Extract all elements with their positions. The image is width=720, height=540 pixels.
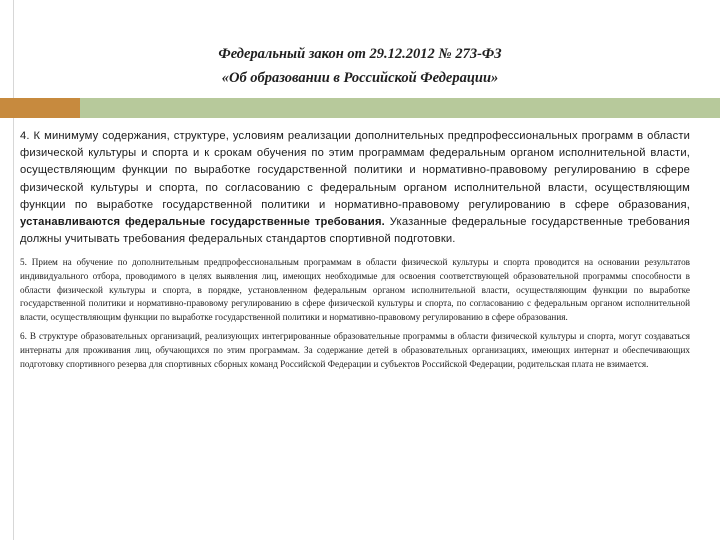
page-title bbox=[0, 42, 720, 90]
accent-band-right bbox=[80, 98, 720, 118]
paragraph-4 bbox=[20, 128, 690, 248]
accent-band-left bbox=[0, 98, 80, 118]
title-line-2: «Об образовании в Российской Федерации» bbox=[221, 70, 499, 86]
title-line-1: Федеральный закон от 29.12.2012 № 273-ФЗ bbox=[218, 46, 502, 62]
paragraph-6: 6. В структуре образовательных организаций, реализующих интегрированные образовательные программы в области физической культуры и спорта, могут создаваться интернаты для проживания лиц, обучающихся по этим программам. За содержание детей в образовательных организациях, имеющих интернат и обеспечивающих подготовку спортивного резерва для спортивных сборных команд Российской Федерации и субъектов Российской Федерации, родительская плата не взимается. bbox=[20, 331, 690, 369]
document-body bbox=[20, 128, 690, 377]
paragraph-5: 5. Прием на обучение по дополнительным предпрофессиональным программам в области физической культуры и спорта проводится на основании результатов индивидуального отбора, проводимого в целях выявления лиц, имеющих необходимые для освоения соответствующей образовательной программы способности в области физической культуры и спорта, в порядке, установленном федеральным органом исполнительной власти, осуществляющим функции по выработке государственной политики и нормативно-правовому регулированию в сфере физической культуры и спорта, по согласованию с федеральным органом исполнительной власти, осуществляющим функции по выработке государственной политики и нормативно-правовому регулированию в сфере образования. bbox=[20, 257, 690, 322]
paragraph-4-bold-text: устанавливаются федеральные государственные требования. bbox=[20, 216, 385, 229]
paragraph-4-text-end: Указанные федеральные государственные требования должны учитывать требования федеральных стандартов спортивной подготовки. bbox=[20, 216, 690, 246]
paragraph-4-text-start: 4. К минимуму содержания, структуре, условиям реализации дополнительных предпрофессиональных программ в области физической культуры и спорта и к срокам обучения по этим программам федеральным органом исполнительной власти, осуществляющим функции по выработке государственной политики и нормативно-правовому регулированию в сфере физической культуры и спорта, по согласованию с федеральным органом исполнительной власти, осуществляющим функции по выработке государственной политики и нормативно-правовому регулированию в сфере образования, bbox=[20, 130, 690, 211]
